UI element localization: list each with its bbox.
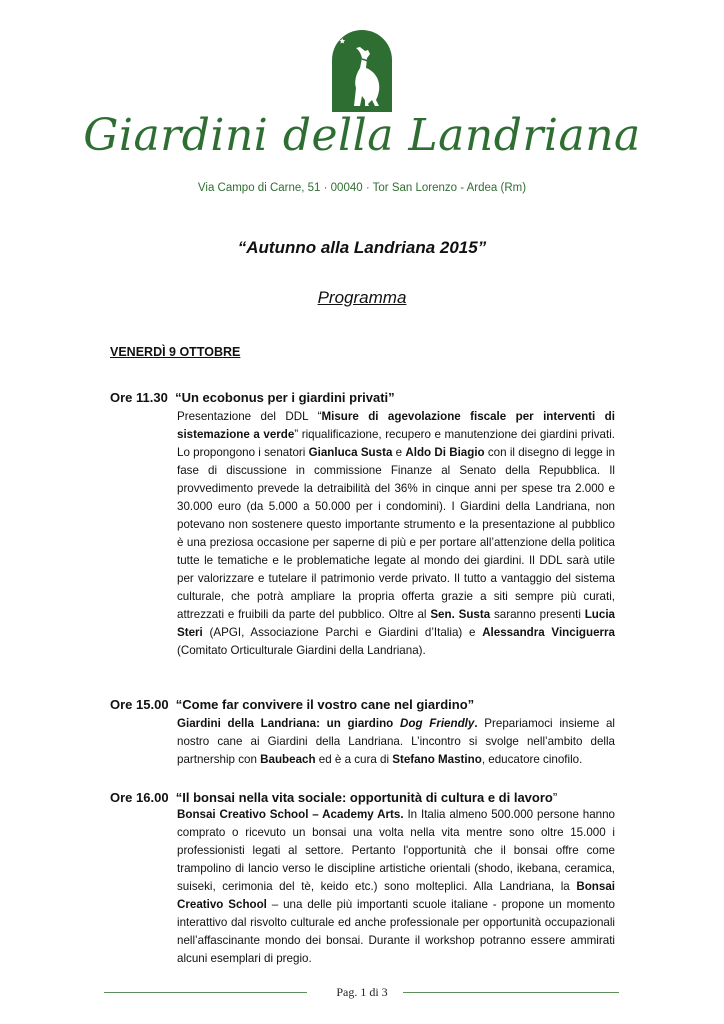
body-text: ed è a cura di: [315, 753, 393, 766]
body-text: Presentazione del DDL “: [177, 410, 322, 423]
event-description: [177, 715, 615, 769]
bold-text: Alessandra Vinciguerra: [482, 626, 616, 639]
event-description: [177, 806, 615, 968]
document-subtitle: Programma: [317, 288, 407, 307]
bold-text: Sen. Susta: [430, 608, 491, 621]
bold-text: .: [474, 717, 478, 730]
event-time: Ore 11.30: [110, 390, 168, 405]
brand-name: Giardini della Landriana: [83, 110, 641, 161]
event-title: “Come far convivere il vostro cane nel giardino”: [175, 697, 475, 712]
bold-text: Bonsai Creativo School: [177, 880, 615, 911]
event-title: “Il bonsai nella vita sociale: opportunità di cultura e di lavoro: [175, 790, 553, 805]
body-text: , educatore cinofilo.: [481, 753, 583, 766]
bold-text: Gianluca Susta: [308, 446, 393, 459]
event-description: [177, 408, 615, 660]
event-time: Ore 15.00: [110, 697, 169, 712]
day-heading: VENERDÌ 9 OTTOBRE: [110, 345, 241, 359]
body-text: Prepariamoci insieme al nostro cane ai Giardini della Landriana. L’incontro si svolge nell’ambito della partnership con: [177, 717, 616, 766]
event-title-close-quote: ”: [552, 790, 558, 805]
address: Via Campo di Carne, 51 · 00040 · Tor San Lorenzo - Ardea (Rm): [197, 182, 527, 194]
event-heading: [110, 790, 557, 805]
bold-text: Aldo Di Biagio: [405, 446, 485, 459]
bold-italic-text: Dog Friendly: [399, 717, 475, 730]
body-text: saranno presenti: [490, 608, 585, 621]
event-time: Ore 16.00: [110, 790, 169, 805]
bold-text: Bonsai Creativo School – Academy Arts.: [177, 808, 404, 821]
body-text: (Comitato Orticulturale Giardini della Landriana).: [177, 644, 426, 657]
bold-text: Giardini della Landriana: un giardino: [177, 717, 400, 730]
event-heading: [110, 390, 395, 405]
body-text: ” riqualificazione, recupero e manutenzione dei giardini privati. Lo propongono i senatori: [177, 428, 616, 459]
bold-text: Lucia Steri: [177, 608, 615, 639]
bold-text: Baubeach: [260, 753, 316, 766]
bold-text: Misure di agevolazione fiscale per interventi di sistemazione a verde: [177, 410, 615, 441]
greyhound-arch-logo: [332, 30, 392, 112]
body-text: In Italia almeno 500.000 persone hanno comprato o ricevuto un bonsai una volta nella vita mentre sono oltre 15.000 i professionisti legati al settore. Pertanto l'opportunità che il bonsai offre come trampolino di lancio verso le discipline artistiche orientali (shodo, ikebana, ceramica, suiseki, cerimonia del tè, keido etc.) sono molteplici. Alla Landriana, la: [177, 808, 615, 893]
body-text: e: [392, 446, 406, 459]
bold-text: Stefano Mastino: [392, 753, 482, 766]
body-text: – una delle più importanti scuole italiane - propone un momento interattivo dal risvolto culturale ed anche professionale per opportunità occupazionali nell’affascinante mondo dei bonsai. Durante il workshop potranno essere ammirati alcuni esemplari di pregio.: [177, 898, 616, 965]
document-title: “Autunno alla Landriana 2015”: [237, 238, 487, 257]
body-text: con il disegno di legge in fase di discussione in commissione Finanze al Senato della Repubblica. Il provvedimento prevede la detraibilità del 36% in cinque anni per spese tra 2.000 e 30.000 euro (da 5.000 a 50.000 per i condomini). I Giardini della Landriana, non potevano non sostenere questo importante strumento e la presentazione al pubblico è una preziosa occasione per saperne di più e per portare all’attenzione della politica tutte le tematiche e le problematiche legate al mondo dei giardini. Il DDL sarà utile per valorizzare e tutelare il patrimonio verde privato. Il tutto a vantaggio del sistema culturale, che potrà ampliare la propria offerta grazie a siti sempre più curati, attrezzati e fruibili da parte del pubblico. Oltre al: [177, 446, 616, 621]
body-text: (APGI, Associazione Parchi e Giardini d’Italia) e: [202, 626, 483, 639]
event-title: “Un ecobonus per i giardini privati”: [175, 390, 395, 405]
page-number: Pag. 1 di 3: [336, 985, 388, 999]
event-heading: [110, 697, 474, 712]
